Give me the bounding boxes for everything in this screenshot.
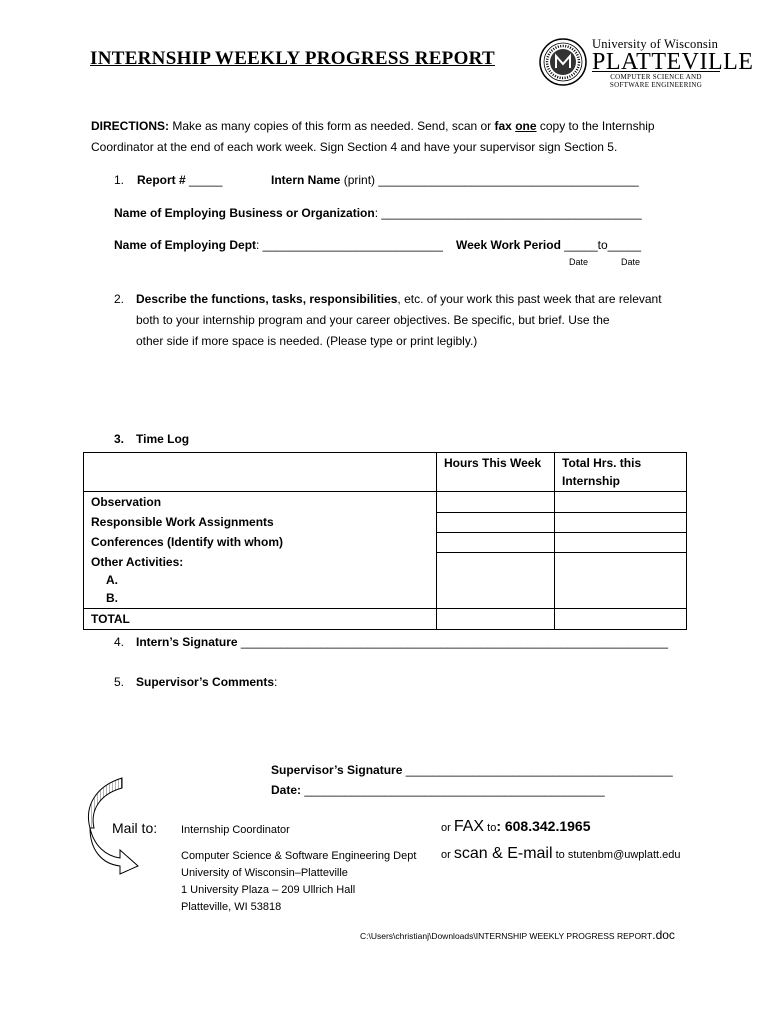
time-log-table — [83, 452, 687, 630]
table-row — [84, 552, 687, 609]
supervisor-date-field[interactable]: Date: _____________________________________________ — [271, 783, 605, 797]
row-responsible-work: Responsible Work Assignments — [84, 512, 437, 532]
time-log-heading: Time Log — [136, 432, 190, 446]
total-cell[interactable] — [555, 492, 687, 513]
total-cell[interactable] — [555, 532, 687, 552]
university-campus: PLATTEVILLE — [592, 49, 754, 75]
university-name: University of Wisconsin — [592, 37, 719, 51]
total-hours-header: Total Hrs. this Internship — [555, 453, 687, 492]
section-5-num: 5. — [114, 675, 125, 689]
hours-cell[interactable] — [437, 492, 555, 513]
university-seal-icon — [539, 38, 587, 86]
total-cell[interactable] — [555, 609, 687, 630]
file-path-footer: C:\Users\christianj\Downloads\INTERNSHIP WEEKLY PROGRESS REPORT.doc — [360, 928, 675, 942]
table-row — [84, 512, 687, 532]
table-row — [84, 609, 687, 630]
table-header-row — [84, 453, 687, 492]
row-total: TOTAL — [84, 609, 437, 630]
section-3-num: 3. — [114, 432, 125, 446]
scan-email-line: or scan & E-mail to stutenbm@uwplatt.edu — [441, 845, 681, 862]
mail-line-1: Internship Coordinator — [181, 824, 290, 836]
hours-this-week-header: Hours This Week — [437, 453, 555, 492]
section-1-num: 1. — [114, 173, 125, 187]
supervisor-signature-field[interactable]: Supervisor’s Signature ________________________________________ — [271, 763, 673, 777]
intern-name-field[interactable]: Intern Name (print) _______________________________________ — [271, 173, 639, 187]
section-2-text: Describe the functions, tasks, responsibilities, etc. of your work this past week that are relevant both to your internship program and your career objectives. Be specific, but brief. Use the other side if more space is needed. (Please type or print legibly.) — [136, 292, 662, 348]
department-name: COMPUTER SCIENCE AND SOFTWARE ENGINEERING — [609, 73, 703, 89]
total-cell[interactable] — [555, 512, 687, 532]
section-2-num: 2. — [114, 292, 125, 306]
hours-cell[interactable] — [437, 609, 555, 630]
supervisor-comments-label: Supervisor’s Comments: — [136, 675, 278, 689]
fax-line: or FAX to: 608.342.1965 — [441, 818, 591, 835]
form-title: INTERNSHIP WEEKLY PROGRESS REPORT — [90, 48, 495, 69]
directions: DIRECTIONS: Make as many copies of this form as needed. Send, scan or fax one copy to the Internship Coordinator at the end of each work week. Sign Section 4 and have your supervisor sign Section 5. — [91, 119, 655, 154]
table-row — [84, 532, 687, 552]
header-rule — [592, 71, 720, 72]
mail-address: Computer Science & Software Engineering Dept University of Wisconsin–Platteville 1 University Plaza – 209 Ullrich Hall Platteville, WI 53818 — [181, 850, 417, 913]
dept-name-field[interactable]: Name of Employing Dept: ___________________________ — [114, 238, 443, 252]
hours-cell[interactable] — [437, 532, 555, 552]
work-period-field[interactable]: Week Work Period _____to_____ — [456, 238, 642, 252]
row-other-activities: Other Activities: A. B. — [84, 552, 437, 609]
intern-signature-field[interactable]: Intern’s Signature ________________________________________________________________ — [136, 635, 669, 649]
total-cell[interactable] — [555, 552, 687, 609]
date-caption-end: Date — [621, 257, 641, 267]
business-name-field[interactable]: Name of Employing Business or Organization: _______________________________________ — [114, 206, 642, 220]
report-number-field[interactable]: Report # _____ — [137, 173, 223, 187]
row-observation: Observation — [84, 492, 437, 513]
table-header-blank — [84, 453, 437, 492]
hours-cell[interactable] — [437, 552, 555, 609]
row-conferences: Conferences (Identify with whom) — [84, 532, 437, 552]
date-caption-start: Date — [569, 257, 589, 267]
section-4-num: 4. — [114, 635, 125, 649]
table-row — [84, 492, 687, 513]
mail-to-label: Mail to: — [112, 820, 158, 836]
hours-cell[interactable] — [437, 512, 555, 532]
